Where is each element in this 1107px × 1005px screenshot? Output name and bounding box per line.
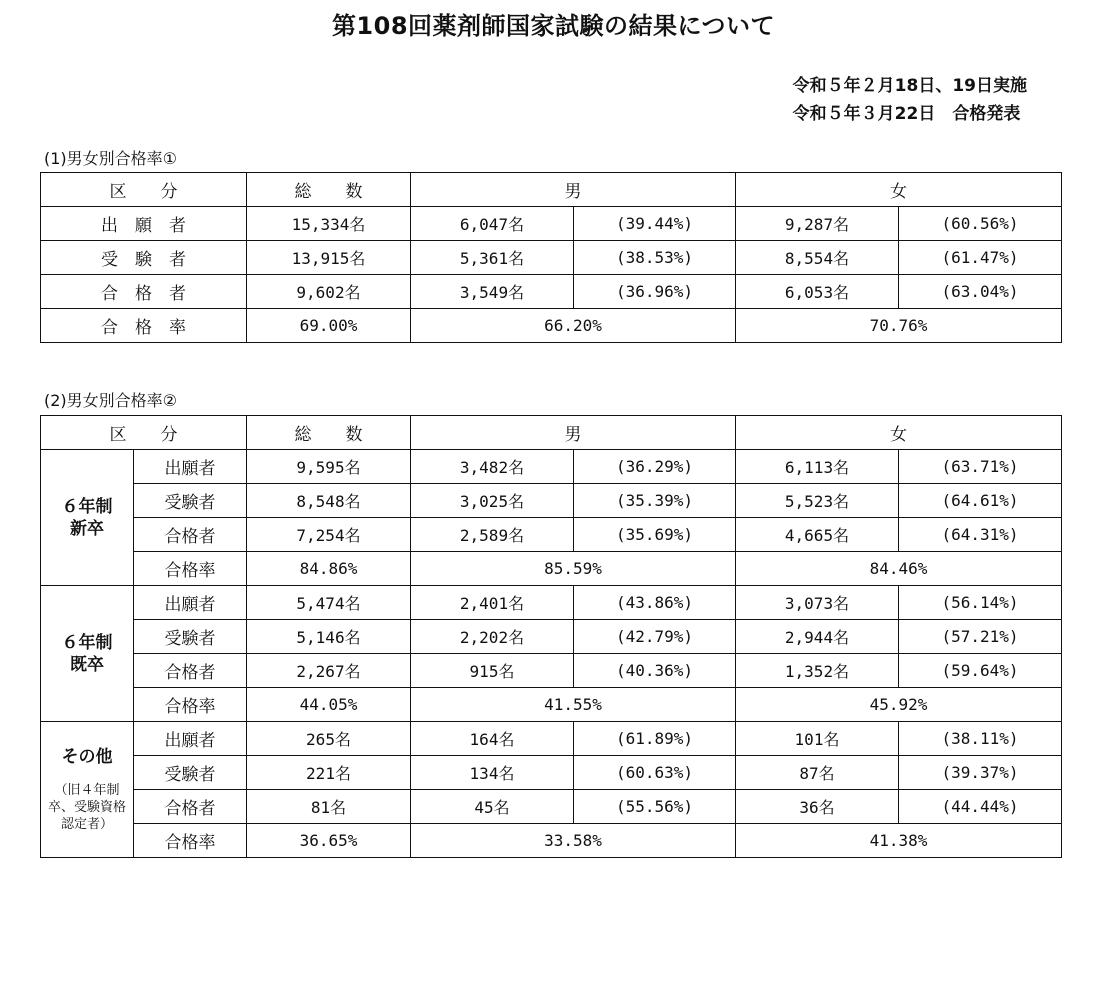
total-count: 9,602名 [247,275,411,309]
total-pass-rate: 69.00% [247,309,411,343]
male-percent: (43.86%) [574,586,736,620]
male-count: 2,401名 [411,586,574,620]
row-label: 受験者 [134,756,247,790]
female-count: 8,554名 [736,241,899,275]
male-count: 45名 [411,790,574,824]
group-name-line1: ６年制 [61,632,113,653]
total-count: 13,915名 [247,241,411,275]
header-total: 総 数 [247,416,411,450]
row-label: 合格率 [134,688,247,722]
row-label: 合格率 [134,824,247,858]
male-percent: (42.79%) [574,620,736,654]
group-name-line2: 既卒 [70,654,104,675]
male-count: 2,589名 [411,518,574,552]
pass-rate-row [41,309,1062,343]
table-row [41,484,1062,518]
row-label: 受験者 [134,484,247,518]
female-percent: (64.31%) [899,518,1062,552]
header-category: 区 分 [41,416,247,450]
total-pass-rate: 36.65% [247,824,411,858]
male-percent: (35.39%) [574,484,736,518]
male-count: 164名 [411,722,574,756]
group-name-line2: 新卒 [70,518,104,539]
row-label: 合 格 率 [41,309,247,343]
row-label: 出 願 者 [41,207,247,241]
header-male: 男 [411,173,736,207]
row-label: 合格率 [134,552,247,586]
table-row [41,654,1062,688]
male-percent: (36.29%) [574,450,736,484]
table-row [41,722,1062,756]
group-label [41,450,134,586]
female-pass-rate: 41.38% [736,824,1062,858]
male-percent: (60.63%) [574,756,736,790]
female-count: 3,073名 [736,586,899,620]
table-row [41,241,1062,275]
row-label: 合格者 [134,654,247,688]
page-title: 第108回薬剤師国家試験の結果について [331,12,776,40]
row-label: 受 験 者 [41,241,247,275]
male-count: 2,202名 [411,620,574,654]
female-pass-rate: 84.46% [736,552,1062,586]
row-label: 出願者 [134,722,247,756]
total-count: 2,267名 [247,654,411,688]
male-count: 6,047名 [411,207,574,241]
female-percent: (60.56%) [899,207,1062,241]
female-percent: (57.21%) [899,620,1062,654]
male-count: 915名 [411,654,574,688]
total-count: 5,474名 [247,586,411,620]
female-percent: (59.64%) [899,654,1062,688]
female-count: 4,665名 [736,518,899,552]
female-pass-rate: 45.92% [736,688,1062,722]
female-count: 2,944名 [736,620,899,654]
male-count: 3,025名 [411,484,574,518]
male-percent: (55.56%) [574,790,736,824]
female-percent: (63.71%) [899,450,1062,484]
row-label: 出願者 [134,586,247,620]
row-label: 合 格 者 [41,275,247,309]
female-percent: (63.04%) [899,275,1062,309]
male-count: 5,361名 [411,241,574,275]
male-pass-rate: 85.59% [411,552,736,586]
table-row [41,756,1062,790]
row-label: 合格者 [134,790,247,824]
row-label: 出願者 [134,450,247,484]
male-percent: (39.44%) [574,207,736,241]
table-row [41,620,1062,654]
male-pass-rate: 33.58% [411,824,736,858]
pass-rate-row [41,688,1062,722]
header-female: 女 [736,173,1062,207]
table-row [41,207,1062,241]
total-count: 221名 [247,756,411,790]
female-count: 6,113名 [736,450,899,484]
group-name-line1: その他 [61,747,113,767]
header-total: 総 数 [247,173,411,207]
total-pass-rate: 44.05% [247,688,411,722]
total-count: 265名 [247,722,411,756]
table-header-row [41,173,1062,207]
table-row [41,586,1062,620]
female-count: 5,523名 [736,484,899,518]
female-percent: (61.47%) [899,241,1062,275]
male-percent: (35.69%) [574,518,736,552]
header-female: 女 [736,416,1062,450]
group-note: （旧４年制卒、受験資格認定者） [47,783,126,832]
total-count: 9,595名 [247,450,411,484]
table-pass-rate-by-gender-2 [40,415,1062,858]
row-label: 合格者 [134,518,247,552]
male-percent: (36.96%) [574,275,736,309]
table-header-row [41,416,1062,450]
pass-rate-row [41,552,1062,586]
female-percent: (56.14%) [899,586,1062,620]
male-pass-rate: 66.20% [411,309,736,343]
female-percent: (44.44%) [899,790,1062,824]
female-pass-rate: 70.76% [736,309,1062,343]
female-count: 87名 [736,756,899,790]
female-percent: (64.61%) [899,484,1062,518]
table-row [41,790,1062,824]
table-row [41,450,1062,484]
female-count: 36名 [736,790,899,824]
female-count: 6,053名 [736,275,899,309]
male-pass-rate: 41.55% [411,688,736,722]
male-count: 3,549名 [411,275,574,309]
female-count: 9,287名 [736,207,899,241]
group-label [41,722,134,858]
female-count: 1,352名 [736,654,899,688]
total-count: 7,254名 [247,518,411,552]
male-count: 3,482名 [411,450,574,484]
total-count: 15,334名 [247,207,411,241]
total-count: 8,548名 [247,484,411,518]
total-count: 5,146名 [247,620,411,654]
announcement-date: 令和５年３月22日 合格発表 [792,104,1021,124]
group-label [41,586,134,722]
pass-rate-row [41,824,1062,858]
section-2-label: (2)男女別合格率② [44,391,178,410]
table-row [41,518,1062,552]
table-pass-rate-by-gender-1 [40,172,1062,343]
female-percent: (38.11%) [899,722,1062,756]
header-male: 男 [411,416,736,450]
exam-date: 令和５年２月18日、19日実施 [792,76,1027,96]
header-category: 区 分 [41,173,247,207]
total-count: 81名 [247,790,411,824]
female-count: 101名 [736,722,899,756]
male-percent: (38.53%) [574,241,736,275]
date-block [793,72,1027,128]
male-count: 134名 [411,756,574,790]
group-name-line1: ６年制 [61,496,113,517]
female-percent: (39.37%) [899,756,1062,790]
row-label: 受験者 [134,620,247,654]
male-percent: (61.89%) [574,722,736,756]
table-row [41,275,1062,309]
total-pass-rate: 84.86% [247,552,411,586]
section-1-label: (1)男女別合格率① [44,149,178,168]
male-percent: (40.36%) [574,654,736,688]
